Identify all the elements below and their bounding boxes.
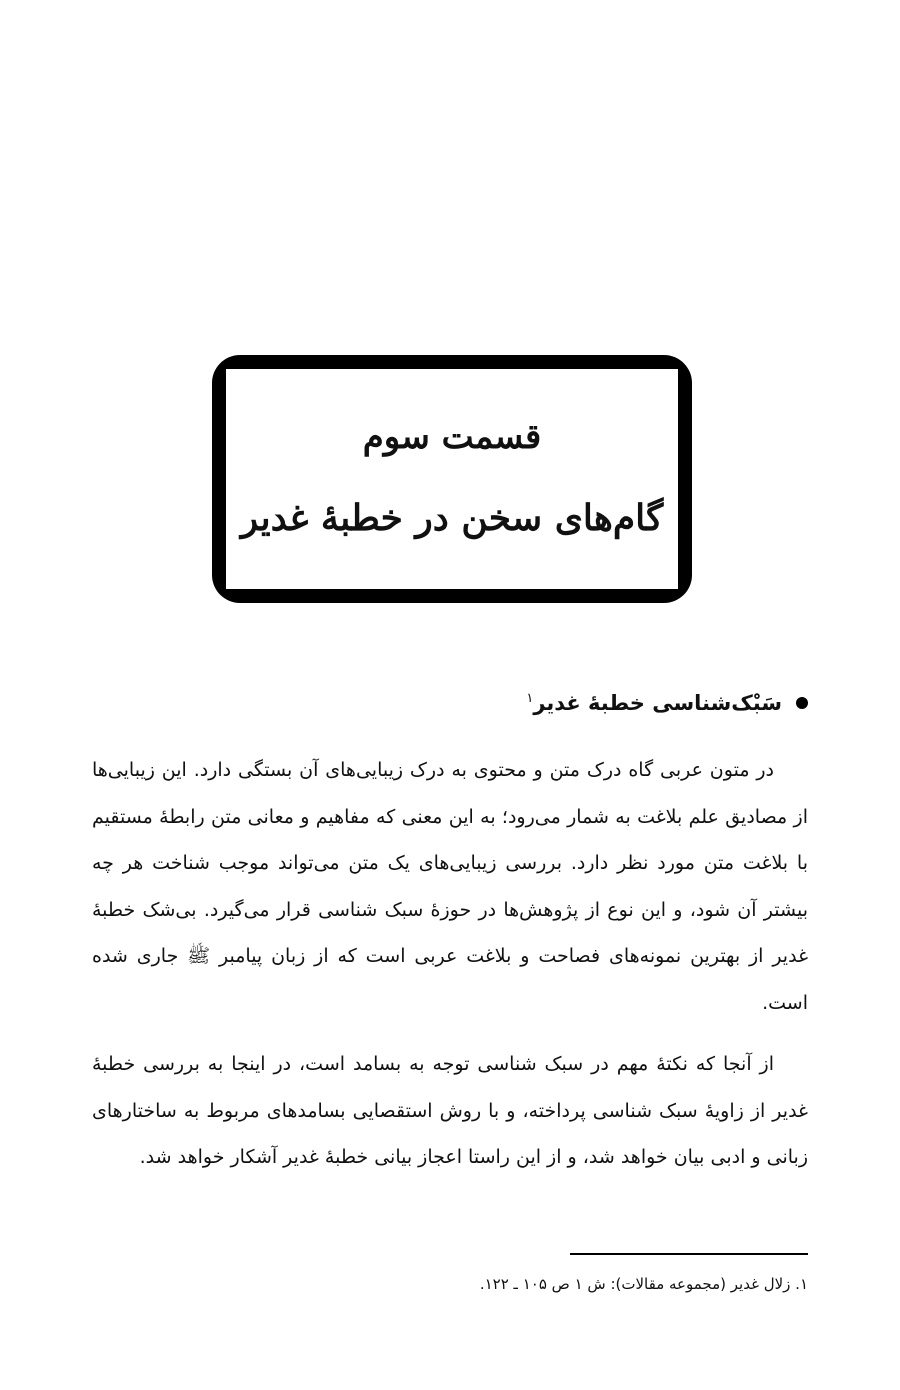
bullet-icon (796, 697, 808, 709)
footnote-reference: ۱ (526, 691, 534, 706)
section-heading (92, 685, 808, 721)
part-subtitle: گام‌های سخن در خطبهٔ غدیر (240, 497, 664, 539)
title-frame (212, 355, 692, 603)
title-box (224, 367, 680, 591)
part-title: قسمت سوم (362, 417, 542, 457)
footnote-divider (570, 1253, 808, 1255)
section-heading-label: سَبْک‌شناسی خطبهٔ غدیر (533, 691, 782, 715)
footnote-text: ۱. زلال غدیر (مجموعه مقالات): ش ۱ ص ۱۰۵ ـ ۱۲۲. (479, 1275, 808, 1293)
body-paragraph: در متون عربی گاه درک متن و محتوی به درک زیبایی‌های آن بستگی دارد. این زیبایی‌ها از مصادیق علم بلاغت به شمار می‌رود؛ به این معنی که مفاهیم و معانی متن رابطهٔ مستقیم با بلاغت متن مورد نظر دارد. بررسی زیبایی‌های یک متن می‌تواند موجب شناخت هر چه بیشتر آن شود، و این نوع از پژوهش‌ها در حوزهٔ سبک شناسی قرار می‌گیرد. بی‌شک خطبهٔ غدیر از بهترین نمونه‌های فصاحت و بلاغت عربی است که از زبان پیامبر ﷺ جاری شده است. (92, 759, 808, 1014)
section-heading-text (526, 691, 782, 715)
body-paragraph: از آنجا که نکتهٔ مهم در سبک شناسی توجه به بسامد است، در اینجا به بررسی خطبهٔ غدیر از زاویهٔ سبک شناسی پرداخته، و با روش استقصایی بسامدهای مربوط به ساختارهای زبانی و ادبی بیان خواهد شد، و از این راستا اعجاز بیانی خطبهٔ غدیر آشکار خواهد شد. (92, 1053, 808, 1168)
